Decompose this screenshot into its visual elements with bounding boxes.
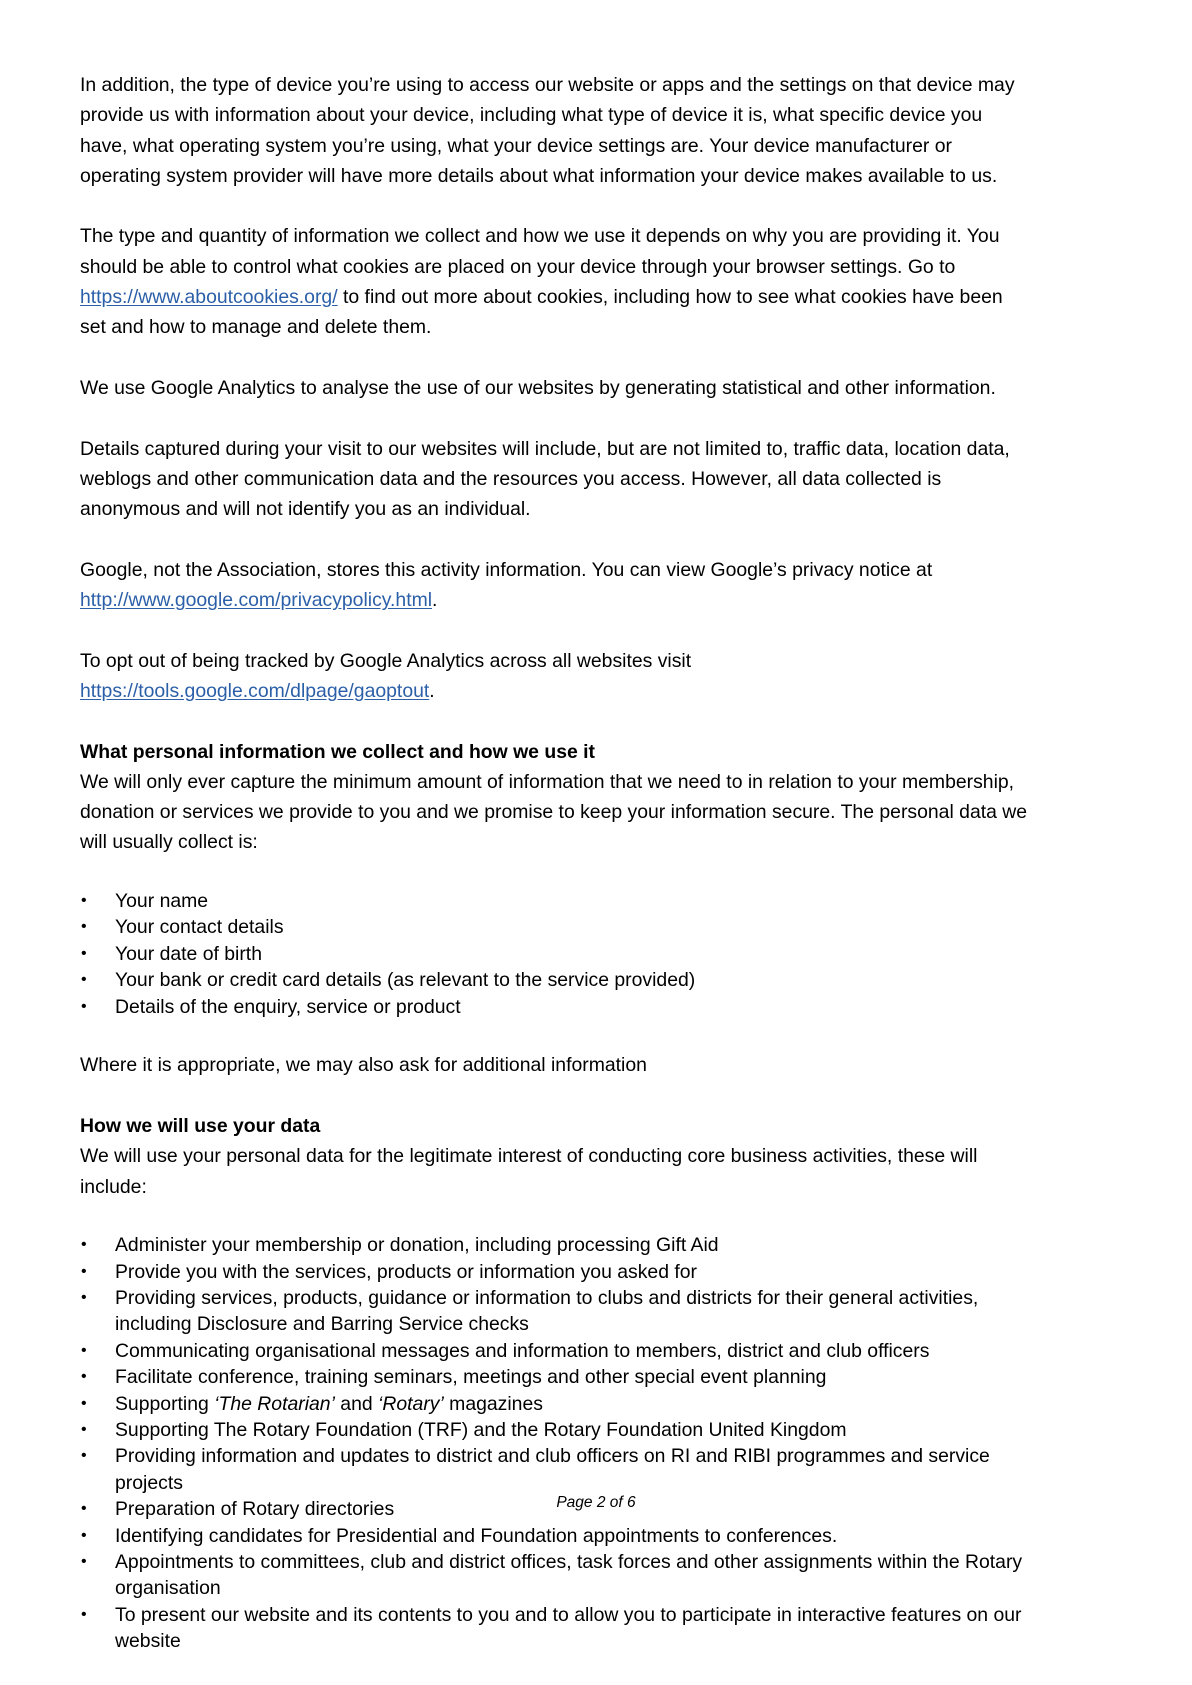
google-stores-tail-text: . bbox=[432, 589, 438, 612]
paragraph-spacer bbox=[80, 403, 1032, 433]
list-item: • Supporting The Rotary Foundation (TRF) and the Rotary Foundation United Kingdom bbox=[80, 1417, 1032, 1443]
aboutcookies-link[interactable]: https://www.aboutcookies.org/ bbox=[80, 286, 338, 309]
paragraph-spacer bbox=[80, 1081, 1032, 1111]
paragraph-additional-info: Where it is appropriate, we may also ask for additional information bbox=[80, 1054, 647, 1077]
list-item: • Facilitate conference, training seminars, meetings and other special event planning bbox=[80, 1364, 1032, 1390]
paragraph-legitimate-interest: We will use your personal data for the legitimate interest of conducting core business activities, these will include: bbox=[80, 1145, 978, 1198]
paragraph-spacer bbox=[80, 706, 1032, 736]
list-item: • Details of the enquiry, service or product bbox=[80, 994, 1032, 1020]
cookies-tail-text: to find out more about cookies, including how to see what cookies have been set and how to manage and delete them. bbox=[80, 286, 1003, 339]
magazines-pre-text: Supporting bbox=[115, 1392, 215, 1415]
paragraph-opt-out bbox=[80, 646, 1032, 707]
paragraph-spacer bbox=[80, 858, 1032, 888]
personal-data-bullet-list bbox=[80, 888, 1032, 1020]
list-item: • Your bank or credit card details (as relevant to the service provided) bbox=[80, 967, 1032, 993]
list-item: • Providing information and updates to district and club officers on RI and RIBI programmes and service projects bbox=[80, 1443, 1032, 1496]
list-item: • Your name bbox=[80, 888, 1032, 914]
list-item: • Preparation of Rotary directories bbox=[80, 1496, 1032, 1522]
paragraph-cookies bbox=[80, 221, 1032, 342]
paragraph-spacer bbox=[80, 615, 1032, 645]
paragraph-spacer bbox=[80, 524, 1032, 554]
page-number-label: Page 2 of 6 bbox=[556, 1494, 636, 1511]
paragraph-spacer bbox=[80, 191, 1032, 221]
list-item: • Appointments to committees, club and district offices, task forces and other assignments within the Rotary organisation bbox=[80, 1549, 1032, 1602]
heading-what-personal-information: What personal information we collect and how we use it bbox=[80, 740, 595, 763]
usage-bullet-list bbox=[80, 1232, 1032, 1655]
list-item: • Your contact details bbox=[80, 914, 1032, 940]
paragraph-google-stores bbox=[80, 555, 1032, 616]
paragraph-spacer bbox=[80, 1020, 1032, 1050]
google-privacy-policy-link[interactable]: http://www.google.com/privacypolicy.html bbox=[80, 589, 433, 612]
list-item: • Your date of birth bbox=[80, 941, 1032, 967]
paragraph-analytics: We use Google Analytics to analyse the use of our websites by generating statistical and other information. bbox=[80, 376, 996, 399]
paragraph-spacer bbox=[80, 1202, 1032, 1232]
document-body bbox=[80, 70, 1032, 1655]
gaoptout-link[interactable]: https://tools.google.com/dlpage/gaoptout bbox=[80, 679, 430, 702]
list-item: • Provide you with the services, products or information you asked for bbox=[80, 1259, 1032, 1285]
paragraph-minimum-info: We will only ever capture the minimum amount of information that we need to in relation to your membership, donation or services we provide to you and we promise to keep your information secure. The personal data we will usually collect is: bbox=[80, 770, 1028, 854]
list-item: • Providing services, products, guidance or information to clubs and districts for their general activities, including Disclosure and Barring Service checks bbox=[80, 1285, 1032, 1338]
the-rotarian-title: ‘The Rotarian’ bbox=[214, 1392, 335, 1415]
paragraph-details-captured: Details captured during your visit to our websites will include, but are not limited to, traffic data, location data, weblogs and other communication data and the resources you access. However, all data collected is anonymous and will not identify you as an individual. bbox=[80, 437, 1010, 521]
cookies-lead-text: The type and quantity of information we collect and how we use it depends on why you are providing it. You should be able to control what cookies are placed on your device through your browser settings. Go to bbox=[80, 225, 1000, 278]
page-footer bbox=[0, 1494, 1192, 1512]
heading-how-we-will-use-your-data: How we will use your data bbox=[80, 1114, 321, 1137]
list-item: • To present our website and its contents to you and to allow you to participate in interactive features on our website bbox=[80, 1602, 1032, 1655]
paragraph-spacer bbox=[80, 343, 1032, 373]
google-stores-lead-text: Google, not the Association, stores this activity information. You can view Google’s privacy notice at bbox=[80, 558, 933, 581]
opt-out-tail-text: . bbox=[429, 679, 435, 702]
rotary-title: ‘Rotary’ bbox=[378, 1392, 444, 1415]
paragraph-device-info: In addition, the type of device you’re using to access our website or apps and the settings on that device may provide us with information about your device, including what type of device it is, what specific device you have, what operating system you’re using, what your device settings are. Your device manufacturer or operating system provider will have more details about what information your device makes available to us. bbox=[80, 74, 1015, 187]
opt-out-lead-text: To opt out of being tracked by Google Analytics across all websites visit bbox=[80, 649, 692, 672]
magazines-mid-text: and bbox=[334, 1392, 379, 1415]
list-item-magazines bbox=[80, 1391, 1032, 1417]
list-item: • Identifying candidates for Presidential and Foundation appointments to conferences. bbox=[80, 1523, 1032, 1549]
magazines-post-text: magazines bbox=[443, 1392, 543, 1415]
list-item: • Administer your membership or donation, including processing Gift Aid bbox=[80, 1232, 1032, 1258]
list-item: • Communicating organisational messages and information to members, district and club officers bbox=[80, 1338, 1032, 1364]
